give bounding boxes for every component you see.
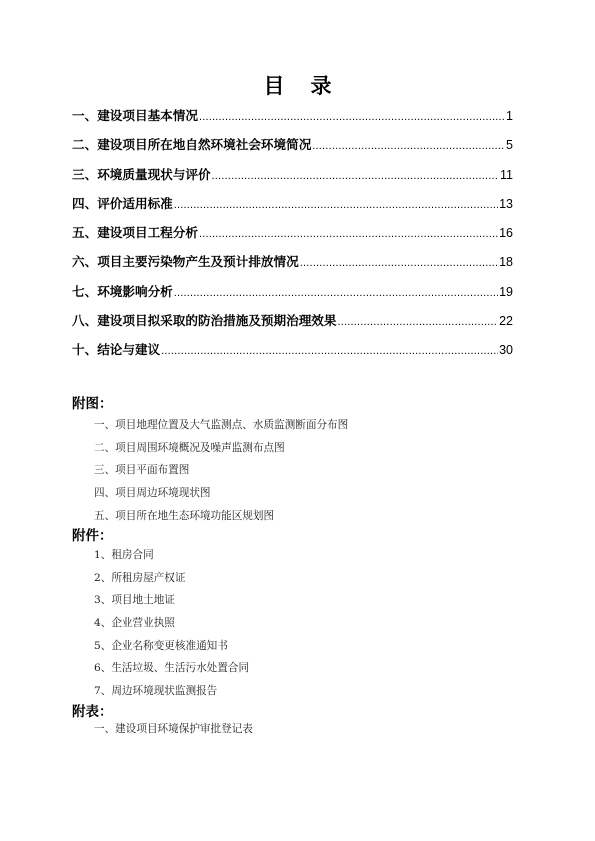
toc-entry[interactable] — [72, 311, 513, 340]
toc-leader-dots — [199, 107, 505, 127]
toc-entry-label: 一、建设项目基本情况 — [72, 108, 198, 123]
list-item: 3、项目地土地证 — [94, 594, 175, 607]
toc-entry[interactable] — [72, 194, 513, 223]
list-item: 1、租房合同 — [94, 549, 154, 561]
toc-leader-dots — [174, 283, 498, 303]
list-item: 五、项目所在地生态环境功能区规划图 — [94, 509, 275, 522]
toc-entry[interactable] — [72, 223, 513, 252]
toc-leader-dots — [174, 195, 498, 215]
tables-heading: 附表： — [72, 704, 113, 720]
toc-entry[interactable] — [72, 106, 513, 135]
figures-heading: 附图： — [72, 396, 113, 412]
toc-entry-label: 四、评价适用标准 — [72, 195, 173, 211]
list-item: 6、生活垃圾、生活污水处置合同 — [94, 662, 250, 675]
title-part-1: 目 — [263, 74, 285, 98]
table-of-contents — [72, 106, 513, 370]
toc-entry-page: 16 — [499, 226, 513, 241]
list-item: 4、企业营业执照 — [94, 617, 175, 630]
toc-entry[interactable] — [72, 165, 513, 194]
toc-entry-page: 19 — [499, 284, 513, 299]
list-item: 四、项目周边环境现状图 — [94, 487, 211, 500]
list-item: 三、项目平面布置图 — [94, 464, 190, 477]
toc-entry-page: 22 — [499, 314, 513, 329]
tables-list — [94, 721, 253, 744]
toc-leader-dots — [337, 312, 498, 332]
toc-leader-dots — [312, 136, 505, 156]
attachments-list — [94, 547, 249, 706]
toc-entry-page: 30 — [499, 343, 513, 358]
toc-entry-page: 18 — [499, 255, 513, 270]
list-item: 一、项目地理位置及大气监测点、水质监测断面分布图 — [94, 419, 349, 431]
toc-entry[interactable] — [72, 252, 513, 281]
toc-leader-dots — [212, 166, 499, 186]
attachments-heading: 附件： — [72, 528, 113, 544]
list-item: 2、所租房屋产权证 — [94, 571, 186, 584]
page-title — [0, 70, 595, 100]
toc-entry-label: 二、建设项目所在地自然环境社会环境简况 — [72, 137, 312, 153]
list-item: 一、建设项目环境保护审批登记表 — [94, 723, 253, 735]
list-item: 二、项目周围环境概况及噪声监测布点图 — [94, 441, 285, 454]
title-part-2: 录 — [310, 74, 332, 98]
toc-entry[interactable] — [72, 340, 513, 369]
figures-list — [94, 417, 348, 530]
toc-entry-page: 11 — [500, 167, 513, 182]
toc-leader-dots — [161, 341, 498, 361]
toc-entry-label: 七、环境影响分析 — [72, 283, 173, 299]
toc-entry-label: 六、项目主要污染物产生及预计排放情况 — [72, 254, 299, 270]
toc-entry-page: 1 — [506, 109, 513, 123]
list-item: 5、企业名称变更核准通知书 — [94, 639, 228, 652]
list-item: 7、周边环境现状监测报告 — [94, 685, 218, 698]
toc-entry-label: 十、结论与建议 — [72, 342, 161, 358]
toc-entry-label: 三、环境质量现状与评价 — [72, 166, 211, 182]
toc-entry[interactable] — [72, 282, 513, 311]
toc-leader-dots — [199, 224, 498, 244]
toc-entry-label: 八、建设项目拟采取的防治措施及预期治理效果 — [72, 313, 337, 329]
toc-entry-label: 五、建设项目工程分析 — [72, 225, 198, 241]
toc-leader-dots — [300, 253, 498, 273]
toc-entry-page: 13 — [499, 196, 513, 211]
toc-entry-page: 5 — [506, 138, 513, 153]
toc-entry[interactable] — [72, 135, 513, 164]
